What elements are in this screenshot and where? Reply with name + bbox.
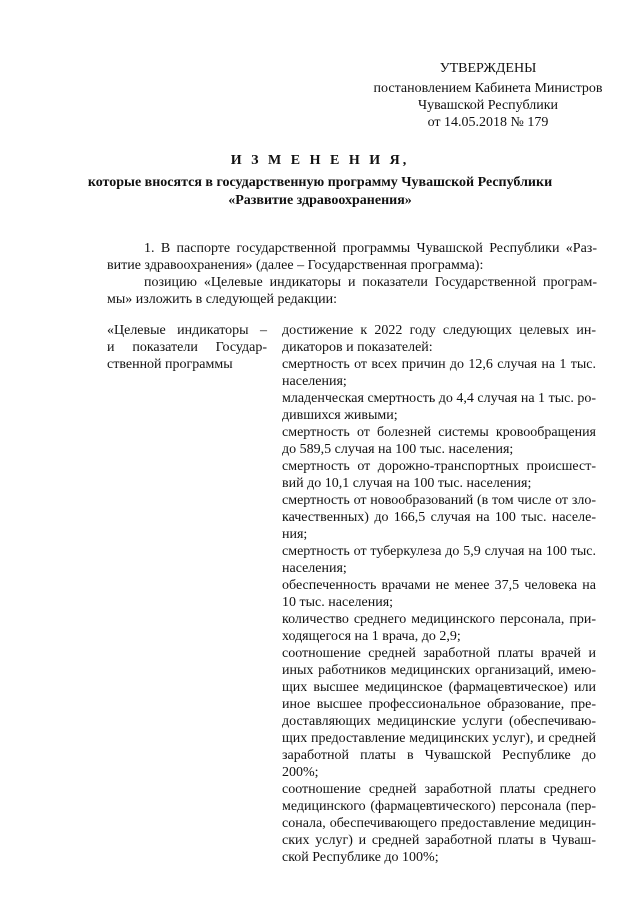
intro-p1-line-2: витие здравоохранения» (далее – Государственная программа): — [107, 258, 484, 273]
document-title — [0, 153, 640, 169]
indicator-line: ходящегося на 1 врача, до 2,9; — [282, 629, 461, 644]
indicator-line: иное высшее профессиональное образование, пре- — [282, 697, 596, 712]
subtitle-line-1: которые вносятся в государственную программу Чувашской Республики — [87, 175, 553, 190]
approval-line-1: постановлением Кабинета Министров — [373, 81, 603, 96]
indicator-line: 200%; — [282, 765, 319, 780]
indicator-line: иных работников медицинских организаций, имею- — [282, 663, 596, 678]
indicator-line: качественных) до 166,5 случая на 100 тыс. населе- — [282, 510, 596, 525]
position-label-line-1: «Целевые индикаторы – — [107, 323, 267, 338]
indicator-line: количество среднего медицинского персонала, при- — [282, 612, 596, 627]
approval-stamp — [368, 60, 608, 131]
position-label-line-2: и показатели Государ- — [107, 340, 267, 355]
indicator-line: смертность от туберкулеза до 5,9 случая на 100 тыс. — [282, 544, 596, 559]
indicator-line: смертность от всех причин до 12,6 случая на 1 тыс. — [282, 357, 596, 372]
indicator-line: соотношение средней заработной платы среднего — [282, 782, 596, 797]
indicator-line: населения; — [282, 374, 347, 389]
approval-line-2: Чувашской Республики — [417, 98, 559, 113]
indicator-line: младенческая смертность до 4,4 случая на 1 тыс. ро- — [282, 391, 596, 406]
indicator-line: ских услуг) и средней заработной платы в Чуваш- — [282, 833, 596, 848]
title-main: И З М Е Н Е Н И Я, — [230, 153, 410, 168]
indicator-line: смертность от дорожно-транспортных происшест- — [282, 459, 596, 474]
indicator-line: вий до 10,1 случая на 100 тыс. населения; — [282, 476, 532, 491]
approval-line-3: от 14.05.2018 № 179 — [427, 115, 549, 130]
indicator-line: смертность от новообразований (в том числе от зло- — [282, 493, 596, 508]
document-subtitle — [0, 174, 640, 210]
indicator-line: ской Республике до 100%; — [282, 850, 439, 865]
indicator-line: соотношение средней заработной платы врачей и — [282, 646, 596, 661]
indicator-line: доставляющих медицинские услуги (обеспечиваю- — [282, 714, 596, 729]
intro-p2-line-1: позицию «Целевые индикаторы и показатели Государственной програм- — [144, 275, 597, 290]
indicator-line: до 589,5 случая на 100 тыс. населения; — [282, 442, 514, 457]
indicator-line: достижение к 2022 году следующих целевых ин- — [282, 323, 596, 338]
indicator-line: смертность от болезней системы кровообращения — [282, 425, 596, 440]
intro-paragraphs — [107, 240, 597, 308]
approval-heading: УТВЕРЖДЕНЫ — [439, 61, 537, 76]
indicator-line: 10 тыс. населения; — [282, 595, 394, 610]
indicator-line: сонала, обеспечивающего предоставление медицин- — [282, 816, 596, 831]
indicator-line: ния; — [282, 527, 308, 542]
intro-p2-line-2: мы» изложить в следующей редакции: — [107, 292, 338, 307]
intro-p1-line-1: 1. В паспорте государственной программы Чувашской Республики «Раз- — [144, 241, 597, 256]
indicator-line: медицинского (фармацевтического) персонала (пер- — [282, 799, 596, 814]
indicator-line: дившихся живыми; — [282, 408, 398, 423]
position-label-line-3: ственной программы — [107, 357, 233, 372]
indicator-line: щих высшее медицинское (фармацевтическое) или — [282, 680, 596, 695]
indicator-line: населения; — [282, 561, 347, 576]
subtitle-line-2: «Развитие здравоохранения» — [228, 193, 412, 208]
indicator-line: дикаторов и показателей: — [282, 340, 433, 355]
indicator-line: щих предоставление медицинских услуг), и средней — [282, 731, 596, 746]
indicator-line: заработной платы в Чувашской Республике до — [282, 748, 596, 763]
position-content — [282, 322, 596, 866]
position-label — [107, 322, 267, 373]
indicator-line: обеспеченность врачами не менее 37,5 человека на — [282, 578, 596, 593]
